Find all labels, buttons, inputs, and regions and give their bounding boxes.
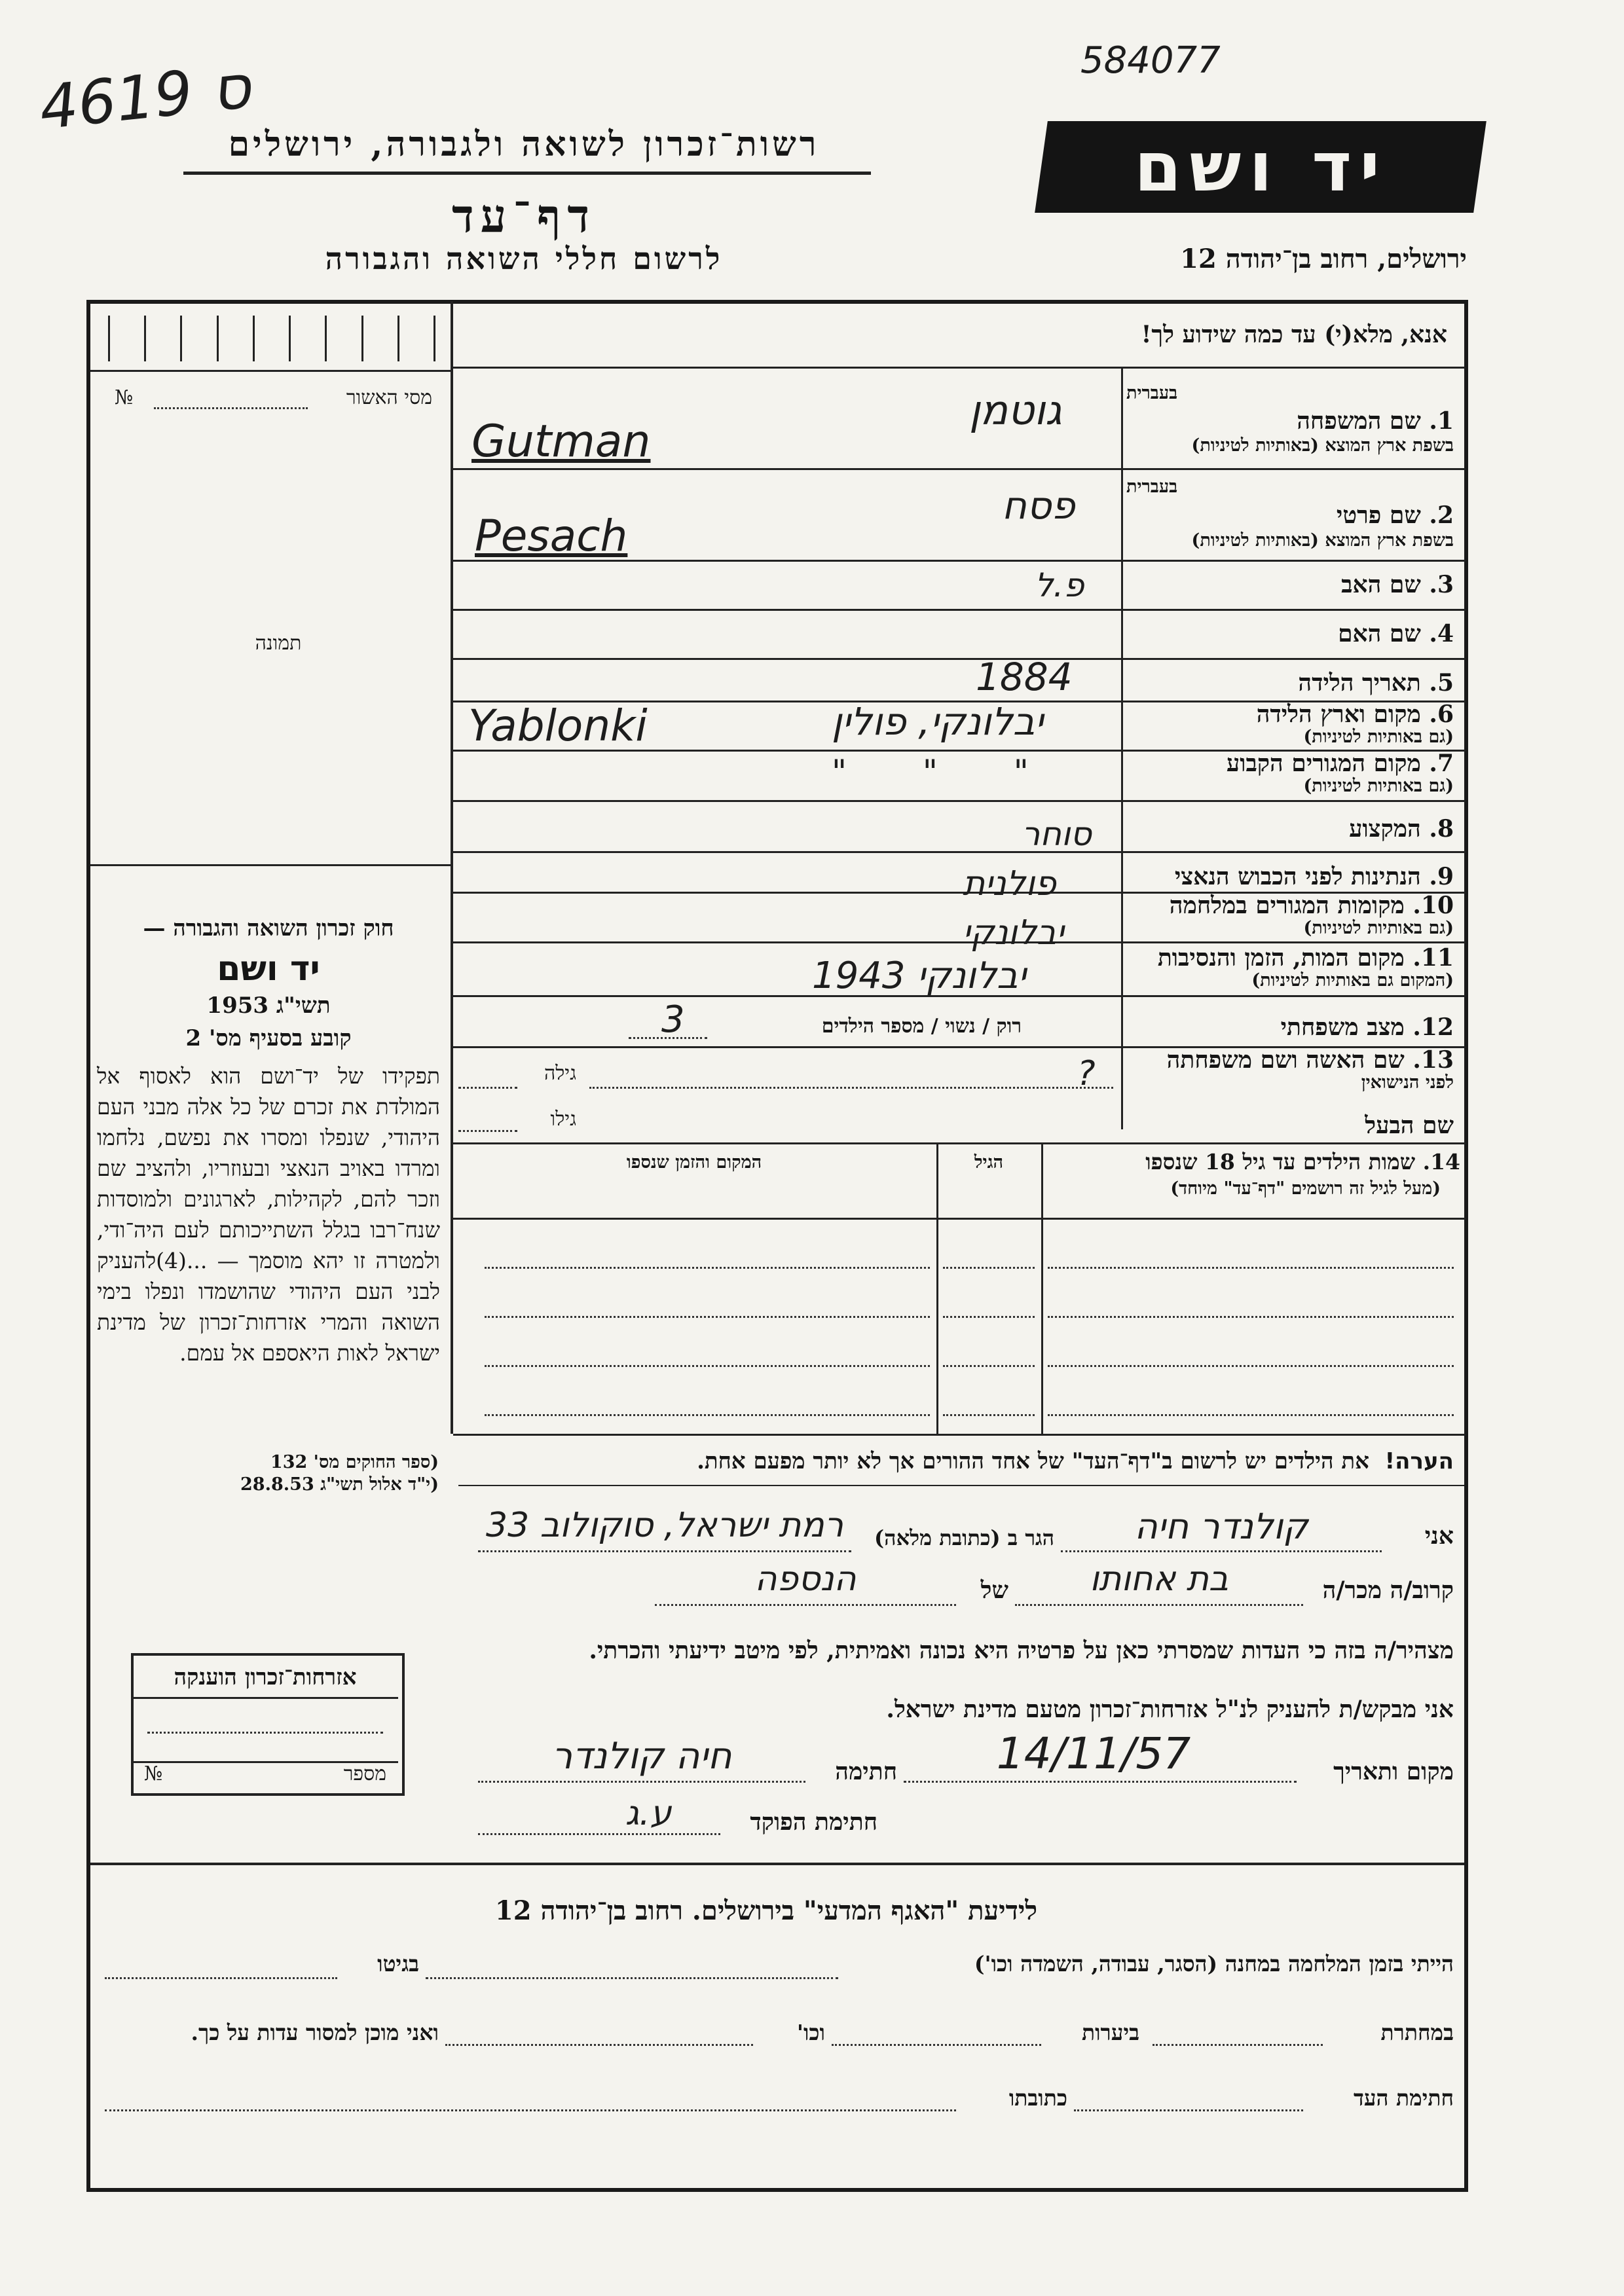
field-11-sub: (המקום גם באותיות לטיניות) xyxy=(1251,970,1454,991)
yad-vashem-logo xyxy=(1035,121,1486,213)
table-row[interactable] xyxy=(1048,1414,1454,1416)
husband-age-label: גילו xyxy=(550,1108,576,1131)
field-7-label: 7. מקום המגורים הקבוע xyxy=(1226,750,1454,777)
field-3-label: 3. שם האב xyxy=(1341,571,1454,598)
etc-label: וכו' xyxy=(796,2020,825,2045)
field-7-sub: (גם באותיות לטיניות) xyxy=(1303,776,1454,796)
first-name-latin-value: Pesach xyxy=(475,511,628,561)
table-row[interactable] xyxy=(1048,1365,1454,1367)
corner-note: 4619 ס xyxy=(36,51,254,143)
underground-field[interactable] xyxy=(1153,2044,1323,2046)
field-13-label: 13. שם האשה ושם משפחתה xyxy=(1166,1046,1454,1074)
divider xyxy=(453,1218,1466,1220)
photo-label: תמונה xyxy=(255,632,302,655)
wife-age-label: גילה xyxy=(544,1062,576,1085)
law-reference: (ספר החוקים מס' 132 xyxy=(270,1452,439,1472)
declarant-field[interactable] xyxy=(1061,1550,1382,1552)
of-label: של xyxy=(980,1576,1008,1604)
field-1-label: 1. שם המשפחה xyxy=(1297,407,1454,435)
etc-field[interactable] xyxy=(445,2044,753,2046)
wife-name-field[interactable] xyxy=(589,1087,1113,1089)
field-11-label: 11. מקום המות, הזמן והנסיבות xyxy=(1157,944,1454,972)
law-reference-date: י"ד אלול תשי"ג 28.8.53) xyxy=(240,1474,439,1495)
table-row[interactable] xyxy=(1048,1316,1454,1318)
table-row[interactable] xyxy=(943,1414,1035,1416)
divider xyxy=(451,301,453,1434)
camp-text: הייתי בזמן המלחמה במחנה (הסגר, עבודה, השמדה וכו') xyxy=(974,1951,1454,1977)
citizenship-number-symbol: № xyxy=(144,1762,163,1785)
declarant-value: קולנדר חיה xyxy=(1134,1506,1308,1547)
of-value: הנספה xyxy=(754,1559,857,1599)
witness-address-field[interactable] xyxy=(105,2109,956,2111)
citizenship-box-line[interactable] xyxy=(147,1732,383,1734)
note-text: את הילדים יש לרשום ב"דף־העד" של אחד ההורים אך לא יותר מפעם אחת. xyxy=(697,1448,1369,1474)
approval-number-field[interactable] xyxy=(154,407,308,409)
field-12-label: 12. מצב משפחתי xyxy=(1280,1013,1454,1041)
instruction-text: אנא, מלא(י) עד כמה שידוע לך! xyxy=(1141,321,1447,348)
table-row[interactable] xyxy=(1048,1267,1454,1269)
wartime-residence-value: יבלונקי xyxy=(963,913,1064,953)
father-name-value: פ.ל xyxy=(1035,566,1084,604)
children-header: 14. שמות הילדים עד גיל 18 שנספו xyxy=(1145,1149,1460,1175)
officer-signature-value: ע.ג xyxy=(625,1794,672,1833)
citizenship-value: פולנית xyxy=(963,864,1056,903)
divider xyxy=(183,172,871,175)
page-subtitle: לרשום חללי השואה והגבורה xyxy=(325,241,723,276)
field-2-sub: בשפת ארץ המוצא (באותיות לטיניות) xyxy=(1191,530,1454,551)
approval-number-label: מסי האשור xyxy=(346,386,432,409)
first-name-he-value: פסח xyxy=(1002,483,1075,528)
citizenship-box-title: אזרחות־זכרון הוענקה xyxy=(174,1664,357,1690)
signature-label: חתימה xyxy=(835,1758,897,1785)
citizenship-number-label: מספר xyxy=(343,1762,386,1785)
approval-number-symbol: № xyxy=(115,386,134,409)
field-13-sub: לפני הנישואין xyxy=(1361,1072,1454,1093)
children-age-header: הגיל xyxy=(974,1152,1004,1173)
table-row[interactable] xyxy=(485,1316,930,1318)
divider xyxy=(453,468,1466,470)
place-date-field[interactable] xyxy=(904,1781,1297,1783)
table-row[interactable] xyxy=(485,1365,930,1367)
divider xyxy=(1041,1142,1043,1434)
birth-date-value: 1884 xyxy=(976,655,1073,699)
field-4-label: 4. שם האם xyxy=(1338,620,1454,647)
children-count-value: 3 xyxy=(661,998,685,1041)
declare-text: מצהיר/ה בזה כי העדות שמסרתי כאן על פרטיה היא נכונה ואמיתית, לפי מיטב ידיעתי והכרתי. xyxy=(589,1637,1454,1664)
note-label: הערה! xyxy=(1384,1448,1454,1474)
divider xyxy=(453,1142,1466,1144)
field-6-label: 6. מקום וארץ הלידה xyxy=(1256,701,1454,728)
field-10-sub: (גם באותיות לטיניות) xyxy=(1303,918,1454,938)
field-10-label: 10. מקומות המגורים במלחמה xyxy=(1169,892,1454,919)
underground-label: במחתרת xyxy=(1380,2020,1454,2045)
table-row[interactable] xyxy=(943,1316,1035,1318)
law-clause: קובע בסעיף מס' 2 xyxy=(185,1025,352,1051)
organization-name: רשות־זכרון לשואה ולגבורה, ירושלים xyxy=(228,124,820,164)
in-hebrew-label: בעברית xyxy=(1126,383,1178,403)
profession-value: סוחר xyxy=(1022,815,1092,853)
birth-place-value: יבלונקי, פולין xyxy=(832,699,1044,744)
of-field[interactable] xyxy=(655,1604,956,1606)
officer-signature-field[interactable] xyxy=(478,1833,720,1835)
divider xyxy=(453,367,1466,369)
family-name-he-value: גוטמן xyxy=(969,386,1062,434)
witness-signature-label: חתימת העד xyxy=(1353,2085,1454,2111)
field-6-sub: (גם באותיות לטיניות) xyxy=(1303,727,1454,747)
divider xyxy=(90,370,452,372)
witness-signature-field[interactable] xyxy=(1074,2109,1303,2111)
forests-field[interactable] xyxy=(832,2044,1041,2046)
forests-label: ביערות xyxy=(1081,2020,1139,2045)
divider xyxy=(90,864,452,866)
place-date-label: מקום ותאריך xyxy=(1333,1758,1454,1785)
law-text: תפקידו של יד־ושם הוא לאסוף אל המולדת את זכרם של כל אלה מבני העם היהודי, שנפלו ומסרו את נפשם, נלחמו ומרדו באויב הנאצי ובעוזריו, ולהציב שם וזכר להם, לקהילות, לארגונים ולמוסדות שנח־רבו בגלל השתייכותם לעם היה־ודי, ולמטרה זו יהא מוסמך — ...(4)להעניק לבני העם היהודי שהושמדו ונפלו בימי השואה והמרי אזרחות־זכרון של מדינת ישראל לאות היאספם אל עמם. xyxy=(97,1063,440,1366)
table-row[interactable] xyxy=(943,1267,1035,1269)
marital-options: רוק / נשוי / מספר הילדים xyxy=(821,1015,1022,1038)
code-boxes xyxy=(108,316,435,361)
divider xyxy=(453,800,1466,802)
birth-place-latin-value: Yablonki xyxy=(468,701,648,751)
relative-value: בת אחותו xyxy=(1089,1559,1228,1599)
law-year: תשי"ג 1953 xyxy=(206,993,331,1019)
relative-field[interactable] xyxy=(1015,1604,1303,1606)
divider xyxy=(458,1485,1464,1486)
page-title: דף־עד xyxy=(451,189,596,243)
husband-name-label: שם הבעל xyxy=(1365,1112,1454,1139)
address-value: רמת ישראל, סוקולוב 33 xyxy=(485,1506,844,1545)
husband-age-field[interactable] xyxy=(458,1130,517,1132)
ghetto-label: בגיטו xyxy=(377,1951,419,1977)
field-1-sub: בשפת ארץ המוצא (באותיות לטיניות) xyxy=(1191,435,1454,456)
request-text: אני מבקש/ת להעניק לנ"ל אזרחות־זכרון מטעם מדינת ישראל. xyxy=(886,1696,1454,1723)
resides-label: הגר ב (כתובת מלאה) xyxy=(874,1525,1054,1550)
ghetto-field[interactable] xyxy=(105,1977,337,1979)
declarant-label: אני xyxy=(1424,1522,1454,1550)
signature-value: חיה קולנדר xyxy=(551,1735,732,1777)
divider xyxy=(1121,367,1123,1129)
field-5-label: 5. תאריך הלידה xyxy=(1298,669,1454,697)
table-row[interactable] xyxy=(485,1267,930,1269)
signature-field[interactable] xyxy=(478,1781,805,1783)
in-hebrew-label: בעברית xyxy=(1126,477,1178,497)
camp-field[interactable] xyxy=(426,1977,838,1979)
residence-value: " " " xyxy=(832,753,1061,791)
divider xyxy=(453,941,1466,943)
reference-number: 584077 xyxy=(1080,39,1221,82)
law-name: יד ושם xyxy=(217,949,320,989)
divider xyxy=(453,658,1466,660)
divider xyxy=(90,1863,1464,1865)
wife-name-value: ? xyxy=(1077,1054,1096,1093)
divider xyxy=(453,609,1466,611)
field-8-label: 8. המקצוע xyxy=(1349,815,1454,843)
relative-label: קרוב/ה מכר/ה xyxy=(1322,1576,1454,1604)
note-line xyxy=(471,1448,1454,1474)
photo-area[interactable] xyxy=(98,419,439,851)
divider xyxy=(936,1142,938,1434)
field-2-label: 2. שם פרטי xyxy=(1336,501,1454,529)
officer-signature-label: חתימת הפוקד xyxy=(750,1808,877,1836)
witness-address-label: כתובתו xyxy=(1008,2085,1067,2111)
children-place-header: המקום והזמן שנספו xyxy=(626,1152,762,1173)
law-title: חוק זכרון השואה והגבורה — xyxy=(143,915,394,941)
info-title: לידיעת "האגף המדעי" בירושלים. רחוב בן־יהודה 12 xyxy=(494,1895,1038,1926)
family-name-latin-value: Gutman xyxy=(471,416,651,467)
death-place-value: 1943 יבלונקי xyxy=(812,955,1026,997)
ready-text: ואני מוכן למסור עדות על כך. xyxy=(191,2020,439,2045)
children-header-sub: (מעל לגיל זה רושמים "דף־עד" מיוחד) xyxy=(1170,1178,1441,1199)
field-9-label: 9. הנתינות לפני הכבוש הנאצי xyxy=(1174,863,1454,890)
place-date-value: 14/11/57 xyxy=(996,1728,1191,1779)
divider xyxy=(453,851,1466,853)
table-row[interactable] xyxy=(943,1365,1035,1367)
logo-text: יד ושם xyxy=(1134,127,1388,207)
address-field[interactable] xyxy=(478,1550,851,1552)
wife-age-field[interactable] xyxy=(458,1087,517,1089)
divider xyxy=(132,1697,398,1699)
table-row[interactable] xyxy=(485,1414,930,1416)
address-line: ירושלים, רחוב בן־יהודה 12 xyxy=(1180,244,1467,274)
divider xyxy=(453,1434,1466,1436)
